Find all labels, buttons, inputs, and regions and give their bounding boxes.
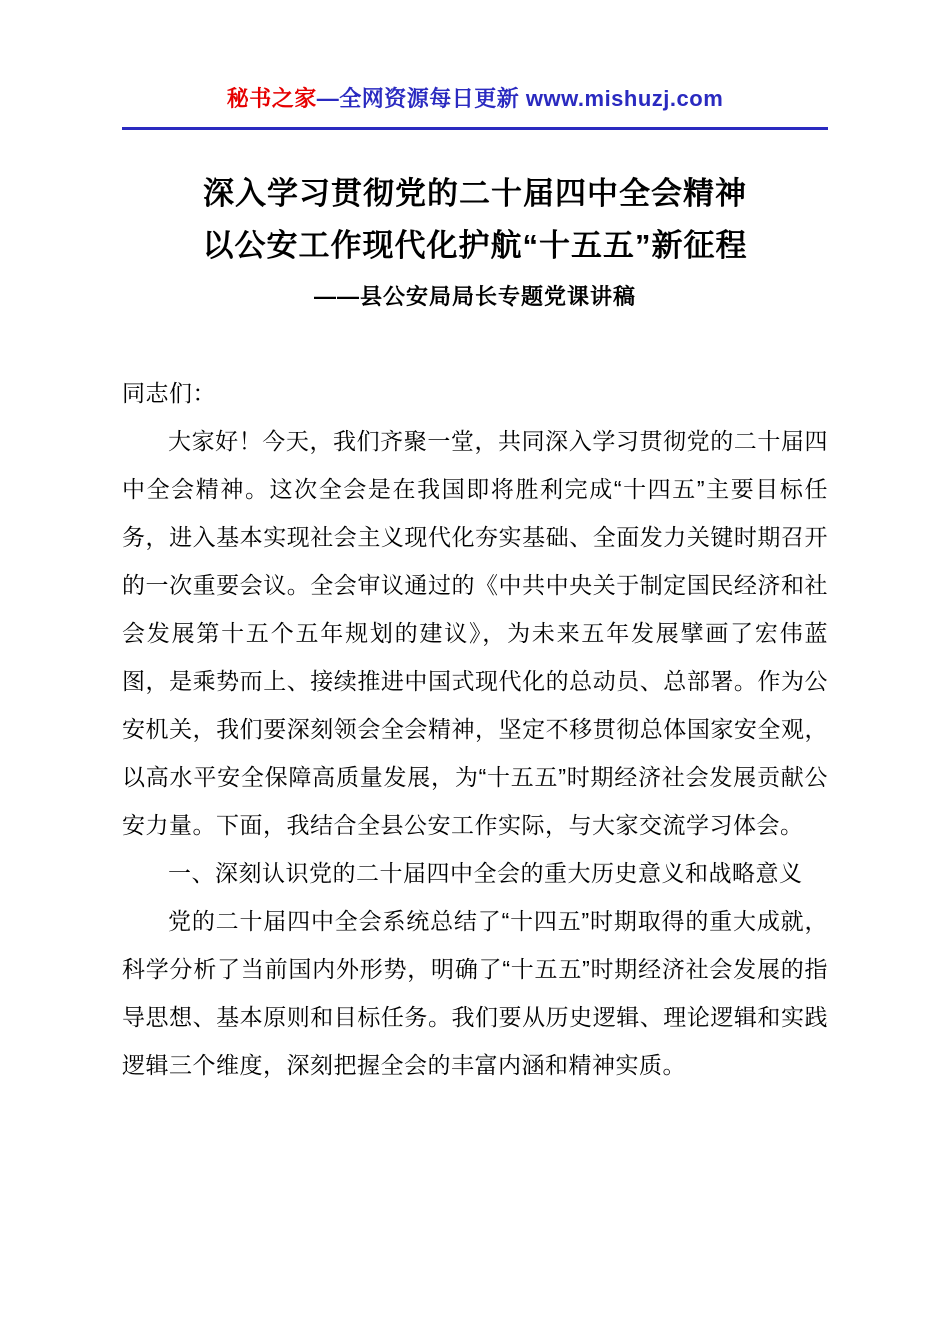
title-block [122,168,828,311]
document-title-line1: 深入学习贯彻党的二十届四中全会精神 [203,176,747,211]
salutation: 同志们： [122,380,216,406]
paragraph: 党的二十届四中全会系统总结了“十四五”时期取得的重大成就，科学分析了当前国内外形势，明确了“十五五”时期经济社会发展的指导思想、基本原则和目标任务。我们要从历史逻辑、理论逻辑和实践逻辑三个维度，深刻把握全会的丰富内涵和精神实质。 [122,908,828,1078]
paragraph: 大家好！今天，我们齐聚一堂，共同深入学习贯彻党的二十届四中全会精神。这次全会是在我国即将胜利完成“十四五”主要目标任务，进入基本实现社会主义现代化夯实基础、全面发力关键时期召开的一次重要会议。全会审议通过的《中共中央关于制定国民经济和社会发展第十五个五年规划的建议》，为未来五年发展擘画了宏伟蓝图，是乘势而上、接续推进中国式现代化的总动员、总部署。作为公安机关，我们要深刻领会全会精神，坚定不移贯彻总体国家安全观，以高水平安全保障高质量发展，为“十五五”时期经济社会发展贡献公安力量。下面，我结合全县公安工作实际，与大家交流学习体会。 [122,428,828,838]
page-header [122,82,828,130]
site-name: 秘书之家 [226,86,317,111]
site-url-link[interactable]: www.mishuzj.com [525,86,724,111]
document-subtitle: ——县公安局局长专题党课讲稿 [313,284,636,309]
document-title-line2: 以公安工作现代化护航“十五五”新征程 [202,228,748,263]
document-body [122,369,828,1089]
section-heading: 一、深刻认识党的二十届四中全会的重大历史意义和战略意义 [168,860,803,886]
document-title [122,168,828,272]
header-tagline: —全网资源每日更新 [316,86,526,111]
